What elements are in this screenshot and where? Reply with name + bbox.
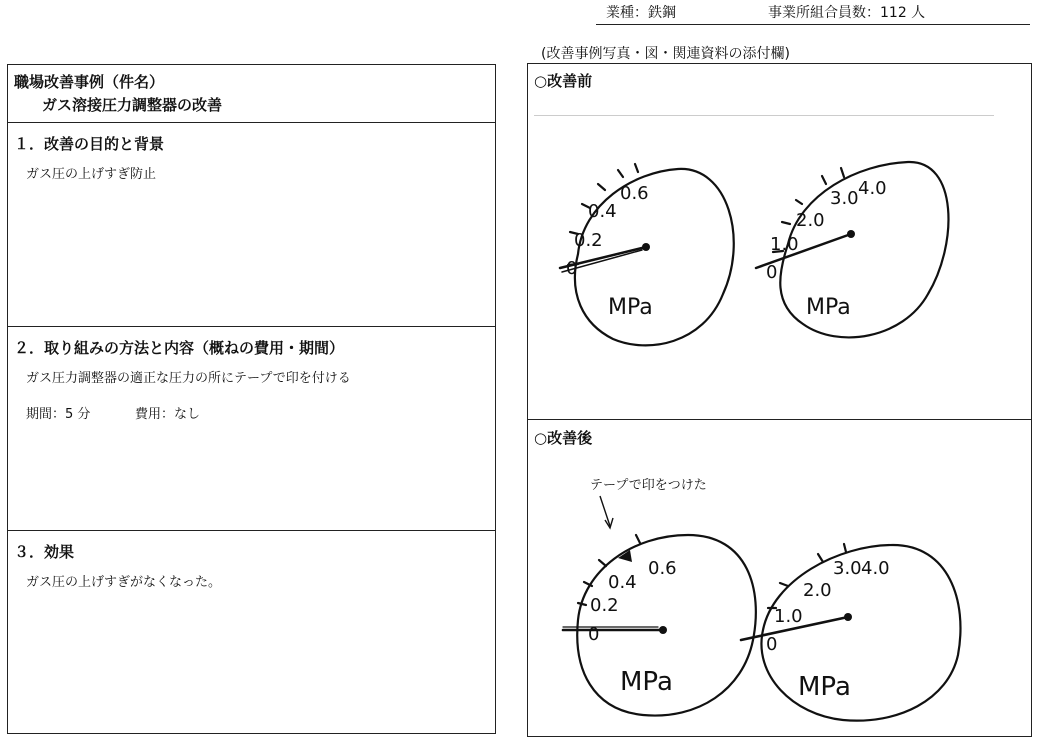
tick-label: 0 [588, 624, 600, 645]
unit-label: MPa [608, 295, 653, 320]
needle-hub [847, 230, 855, 238]
unit-label: MPa [806, 295, 851, 320]
industry-label: 業種：鉄鋼 [606, 5, 676, 21]
tick-label: 0 [766, 262, 778, 283]
before-section [528, 64, 1031, 419]
before-gauge-sketch [538, 144, 1018, 414]
after-label: ○改善後 [534, 429, 593, 447]
tick-label: 0.4 [588, 201, 617, 222]
tick-label: 0.2 [590, 595, 619, 616]
effect-body: ガス圧の上げすぎがなくなった。 [26, 575, 222, 590]
purpose-section [8, 122, 495, 326]
tick-label: 0.2 [574, 230, 603, 251]
after-gauge-sketch [548, 490, 1028, 735]
case-label: 職場改善事例（件名） [14, 73, 165, 91]
tick-label: 3.0 [830, 188, 859, 209]
tick-label: 0.4 [608, 572, 637, 593]
tick-label: 0 [566, 258, 578, 279]
members-count: 事業所組合員数：112 人 [768, 5, 926, 21]
header-info [596, 2, 1030, 25]
case-title: ガス溶接圧力調整器の改善 [42, 96, 223, 114]
method-body: ガス圧力調整器の適正な圧力の所にテープで印を付ける [26, 371, 351, 386]
tick-label: 4.0 [861, 558, 890, 579]
method-heading: ２．取り組みの方法と内容（概ねの費用・期間） [14, 339, 345, 357]
sketch-top-divider [534, 115, 994, 116]
method-period: 期間：5 分 [26, 407, 91, 422]
tape-annotation: テープで印をつけた [590, 478, 707, 493]
needle-hub [844, 613, 852, 621]
tick-label: 1.0 [770, 234, 799, 255]
attachment-panel [527, 63, 1032, 737]
needle-hub [659, 626, 667, 634]
annotation-arrow [600, 496, 610, 526]
tick-label: 0.6 [620, 183, 649, 204]
needle-hub [642, 243, 650, 251]
purpose-heading: １．改善の目的と背景 [14, 135, 165, 153]
tick-label: 3.0 [833, 558, 862, 579]
case-title-section [8, 65, 495, 122]
effect-section [8, 530, 495, 735]
method-cost: 費用：なし [135, 407, 201, 422]
unit-label: MPa [620, 667, 673, 697]
after-section [528, 419, 1031, 736]
before-label: ○改善前 [534, 72, 593, 90]
method-section [8, 326, 495, 530]
case-report-form [7, 64, 496, 734]
tick-label: 1.0 [774, 606, 803, 627]
effect-heading: ３．効果 [14, 543, 75, 561]
tick-label: 2.0 [796, 210, 825, 231]
tick-label: 0.6 [648, 558, 677, 579]
tick-label: 0 [766, 634, 778, 655]
tick-label: 2.0 [803, 580, 832, 601]
tick-label: 4.0 [858, 178, 887, 199]
unit-label: MPa [798, 672, 851, 702]
purpose-body: ガス圧の上げすぎ防止 [26, 167, 157, 182]
attachment-caption: (改善事例写真・図・関連資料の添付欄) [541, 46, 790, 62]
